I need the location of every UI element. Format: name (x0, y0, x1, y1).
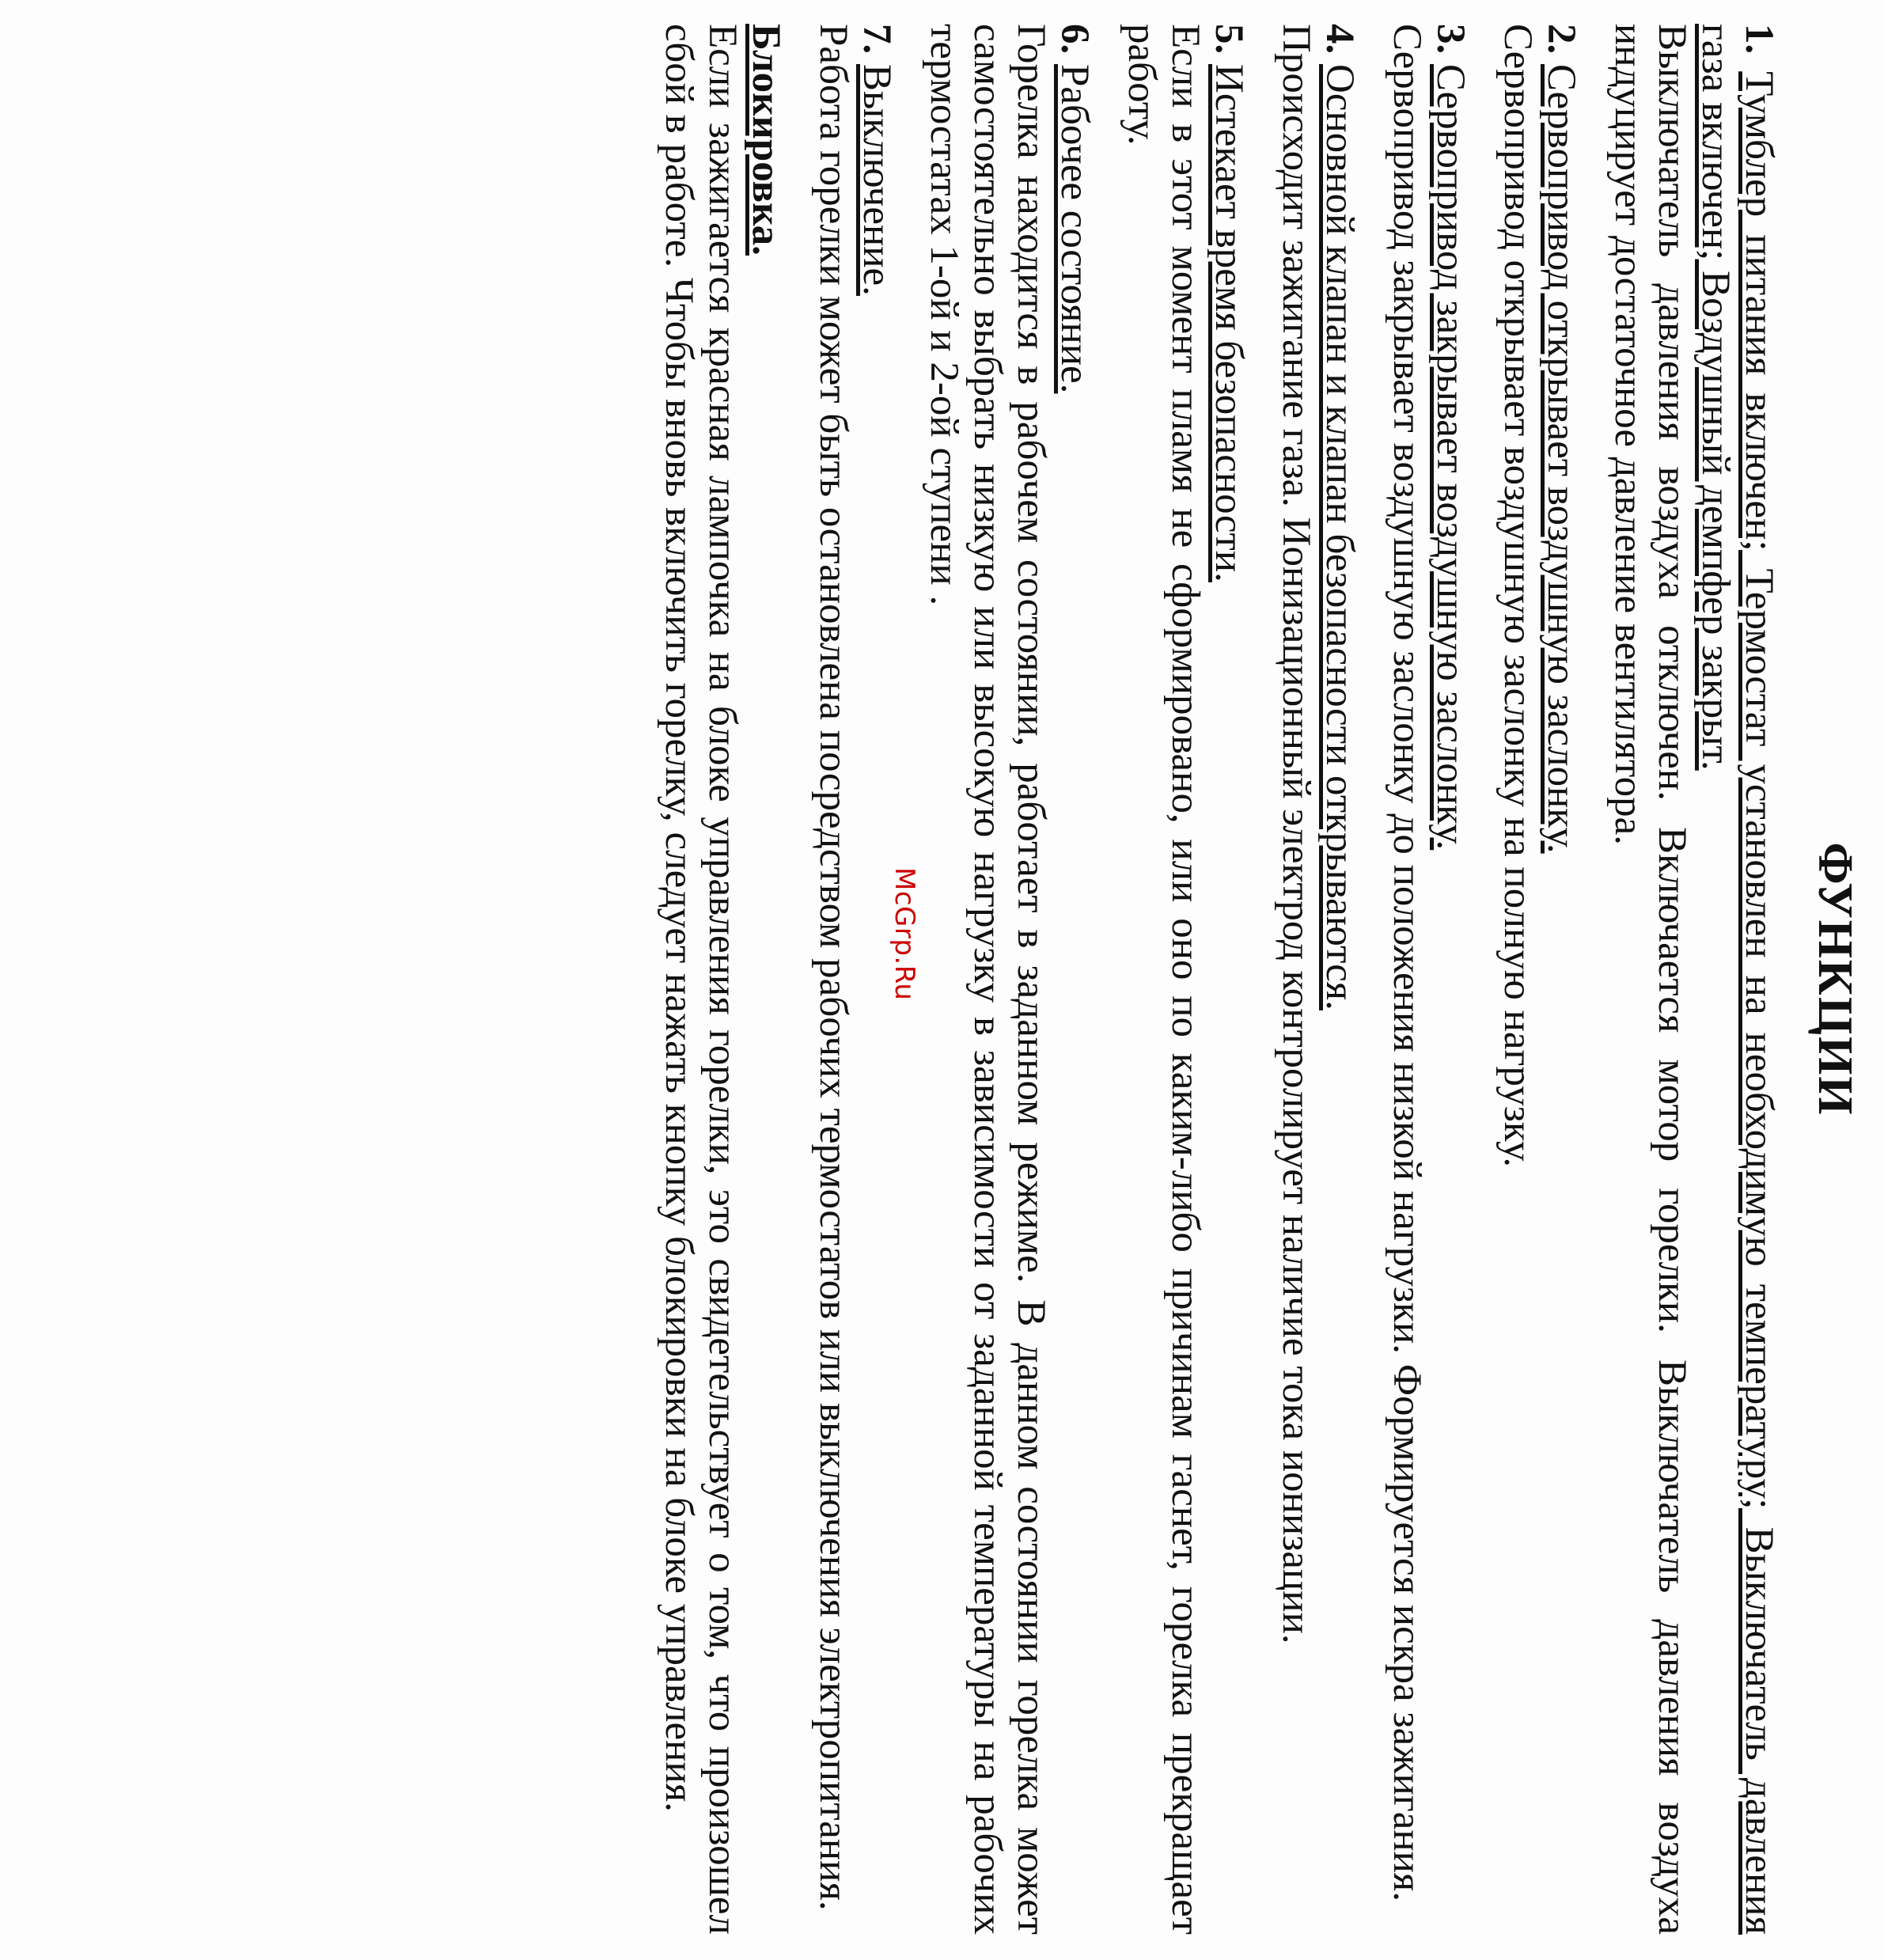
section-heading-text: Блокировка. (744, 24, 788, 256)
section-5 (1120, 24, 1250, 1935)
section-body: Горелка находится в рабочем состоянии, работает в заданном режиме. В данном состоянии горелка может самостоятельно выбрать низкую или высокую нагрузку в зависимости от заданной температуры на рабочих термостатах 1-ой и 2-ой ступени . (922, 24, 1053, 1935)
section-number: 5. (1207, 24, 1251, 55)
section-number: 2. (1539, 24, 1583, 55)
section-number: 6. (1052, 24, 1097, 55)
section-heading (1052, 24, 1096, 1935)
section-body: Если в этот момент пламя не сформировано, или оно по каким-либо причинам гаснет, горелка прекращает работу. (1120, 24, 1207, 1935)
section-heading (1693, 24, 1780, 1935)
section-body: Выключатель давления воздуха отключен. Включается мотор горелки. Выключатель давления воздуха индуцирует достаточное давление вентилятора. (1606, 24, 1694, 1935)
section-2 (1495, 24, 1583, 1935)
section-body: Происходит зажигание газа. Ионизационный электрод контролирует наличие тока ионизации. (1274, 24, 1318, 1644)
section-heading-text: Тумблер питания включен; Термостат установлен на необходимую температуру; Выключатель давления газа включен; Воздушный демпфер закрыт. (1693, 24, 1781, 1935)
section-4 (1274, 24, 1361, 1935)
watermark: McGrp.Ru (889, 867, 920, 1001)
section-6 (922, 24, 1096, 1935)
section-number: 3. (1428, 24, 1473, 55)
section-body: Если зажигается красная лампочка на блоке управления горелки, это свидетельствует о том, что произошел сбой в работе. Чтобы вновь включить горелку, следует нажать кнопку блокировки на блоке управления. (657, 24, 745, 1935)
section-body: Сервопривод закрывает воздушную заслонку до положения низкой нагрузки. Формируется искра зажигания. (1385, 24, 1429, 1902)
section-heading-text: Основной клапан и клапан безопасности открываются. (1317, 64, 1362, 1010)
section-heading (1428, 24, 1472, 1935)
section-3 (1385, 24, 1472, 1935)
section-heading (1539, 24, 1583, 1935)
section-number: 4. (1317, 24, 1362, 55)
section-body: Работа горелки может быть остановлена посредством рабочих термостатов или выключения электропитания. (811, 24, 855, 1911)
section-heading (744, 24, 787, 1935)
section-heading-text: Сервопривод открывает воздушную заслонку. (1539, 64, 1583, 854)
section-blocking (657, 24, 787, 1935)
section-heading-text: Истекает время безопасности. (1207, 64, 1251, 582)
page-title: ФУНКЦИИ (1808, 842, 1862, 1116)
section-heading-text: Рабочее состояние. (1052, 64, 1097, 394)
section-heading (1207, 24, 1250, 1935)
section-heading-text: Сервопривод закрывает воздушную заслонку. (1428, 64, 1473, 851)
section-heading (1317, 24, 1361, 1935)
section-number: 7. (855, 24, 899, 55)
section-number: 1. (1737, 24, 1781, 55)
section-heading-text: Выключение. (855, 64, 899, 296)
section-body: Сервопривод открывает воздушную заслонку на полную нагрузку. (1495, 24, 1540, 1168)
document-body (633, 24, 1863, 1935)
section-1 (1606, 24, 1780, 1935)
